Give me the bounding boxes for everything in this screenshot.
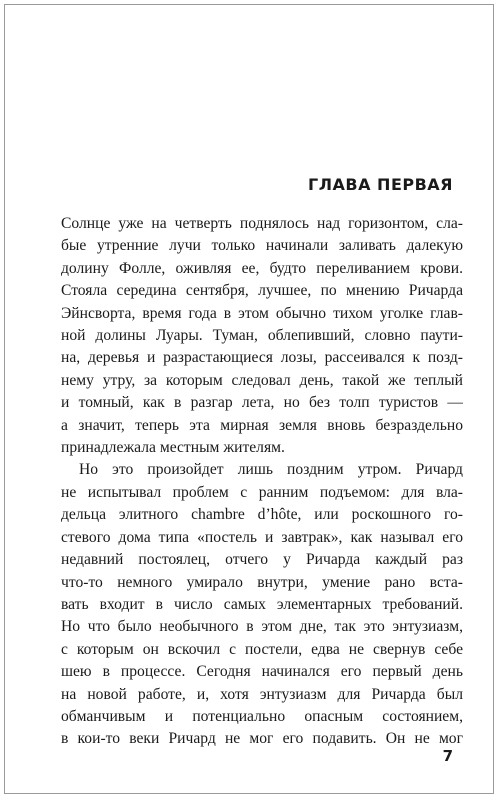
text-line: на новой работе, и, хотя энтузиазм для Ричарда был	[61, 685, 463, 703]
text-line: Но что было необычного в этом дне, так это энтузиазм,	[61, 618, 463, 636]
text-line: шею в процессе. Сегодня начинался его первый день	[61, 663, 463, 681]
paragraph-2	[61, 459, 463, 750]
text-line: нему утру, за которым следовал день, такой же теплый	[61, 371, 463, 389]
text-line: а значит, теперь эта мирная земля вновь безраздельно	[61, 416, 463, 434]
page-number: 7	[442, 747, 453, 765]
paragraph-1	[61, 213, 463, 459]
text-line: дельца элитного chambre d’hôte, или роскошного го-	[61, 506, 463, 524]
text-line: в кои-то веки Ричард не мог его подавить. Он не мог	[61, 730, 463, 748]
chapter-title: ГЛАВА ПЕРВАЯ	[308, 175, 453, 194]
text-line: и томный, как в разгар лета, но без толп туристов —	[61, 394, 463, 412]
text-line: долину Фолле, оживляя ее, будто переливанием крови.	[61, 259, 463, 277]
book-page	[4, 4, 494, 794]
text-line: Эйнсворта, время года в этом обычно тихом уголке глав-	[61, 304, 463, 322]
text-line: Стояла середина сентября, лучшее, по мнению Ричарда	[61, 282, 463, 300]
text-line: обманчивым и потенциально опасным состоянием,	[61, 707, 463, 725]
text-line: принадлежала местным жителям.	[61, 439, 285, 457]
text-line: на, деревья и разрастающиеся лозы, рассеивался к позд-	[61, 349, 463, 367]
text-line: что-то немного умирало внутри, умение рано вста-	[61, 573, 463, 591]
text-line: Солнце уже на четверть поднялось над горизонтом, сла-	[61, 215, 463, 232]
text-line: бые утренние лучи только начинали заливать далекую	[61, 237, 463, 255]
body-text	[61, 213, 463, 751]
text-line: Но это произойдет лишь поздним утром. Ричард	[79, 461, 463, 479]
text-line: с которым он вскочил с постели, едва не свернув себе	[61, 640, 463, 658]
text-line: стевого дома типа «постель и завтрак», как называл его	[61, 528, 463, 546]
text-line: не испытывал проблем с ранним подъемом: для вла-	[61, 483, 463, 501]
text-line: недавний постоялец, отчего у Ричарда каждый раз	[61, 551, 463, 569]
text-line: вать входит в число самых элементарных требований.	[61, 595, 463, 613]
text-line: ной долины Луары. Туман, облепивший, словно паути-	[61, 327, 463, 345]
